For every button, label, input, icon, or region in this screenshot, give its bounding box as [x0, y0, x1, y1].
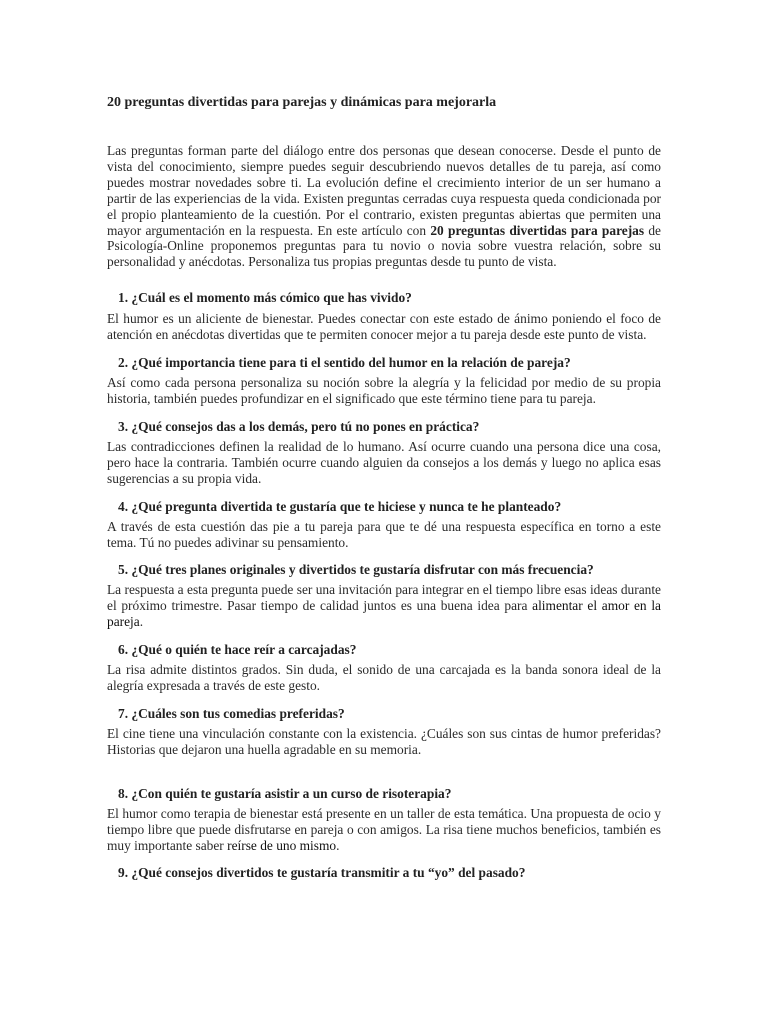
answer-paragraph: [107, 726, 661, 758]
question-text: ¿Qué consejos das a los demás, pero tú no pones en práctica?: [131, 418, 480, 434]
answer-text-after: .: [336, 837, 340, 853]
question-number: 3.: [118, 418, 129, 434]
answer-paragraph: [107, 806, 661, 854]
question-list: [107, 290, 661, 881]
answer-text: La respuesta a esta pregunta puede ser una invitación para integrar en el tiempo libre esas ideas durante el próximo trimestre. Pasar tiempo de calidad juntos es una buena idea para: [107, 582, 661, 614]
question-heading: [107, 706, 661, 722]
question-number: 6.: [118, 642, 129, 658]
question-number: 9.: [118, 865, 129, 881]
intro-bold-phrase: 20 preguntas divertidas para parejas: [430, 222, 645, 238]
question-heading: [107, 419, 661, 435]
answer-paragraph: [107, 662, 661, 694]
answer-text: El humor es un aliciente de bienestar. Puedes conectar con este estado de ánimo poniendo el foco de atención en anécdotas divertidas que te permiten conocer mejor a tu pareja desde este punto de vista.: [107, 311, 661, 343]
question-text: ¿Cuál es el momento más cómico que has vivido?: [131, 290, 412, 306]
intro-text-before: Las preguntas forman parte del diálogo entre dos personas que desean conocerse. Desde el punto de vista del conocimiento, siempre puedes seguir descubriendo nuevos detalles de tu pareja, así como puedes mostrar novedades sobre ti. La evolución define el crecimiento interior de un ser humano a partir de las experiencias de la vida. Existen preguntas cerradas cuya respuesta queda condicionada por el propio planteamiento de la cuestión. Por el contrario, existen preguntas abiertas que permiten una mayor argumentación en la respuesta. En este artículo con: [107, 143, 661, 238]
question-text: ¿Qué importancia tiene para ti el sentido del humor en la relación de pareja?: [131, 355, 571, 371]
question-number: 5.: [118, 562, 129, 578]
question-heading: [107, 355, 661, 371]
answer-text: Las contradicciones definen la realidad de lo humano. Así ocurre cuando una persona dice una cosa, pero hace la contraria. También ocurre cuando alguien da consejos a los demás y luego no aplica esas sugerencias a su propia vida.: [107, 438, 661, 486]
question-heading: [107, 642, 661, 658]
answer-text: A través de esta cuestión das pie a tu pareja para que te dé una respuesta específica en torno a este tema. Tú no puedes adivinar su pensamiento.: [107, 518, 661, 550]
answer-text: El cine tiene una vinculación constante con la existencia. ¿Cuáles son sus cintas de humor preferidas? Historias que dejaron una huella agradable en su memoria.: [107, 725, 661, 757]
question-heading: [107, 290, 661, 306]
answer-paragraph: [107, 582, 661, 630]
answer-text: Así como cada persona personaliza su noción sobre la alegría y la felicidad por medio de su propia historia, también puedes profundizar en el significado que este término tiene para tu pareja.: [107, 375, 661, 406]
question-heading: [107, 499, 661, 515]
question-text: ¿Qué o quién te hace reír a carcajadas?: [131, 642, 357, 658]
answer-text: La risa admite distintos grados. Sin duda, el sonido de una carcajada es la banda sonora ideal de la alegría expresada a través de este gesto.: [107, 662, 661, 694]
answer-link[interactable]: reírse de uno mismo: [227, 837, 337, 853]
question-heading: [107, 786, 661, 802]
answer-text: El humor como terapia de bienestar está presente en un taller de esta temática. Una propuesta de ocio y tiempo libre que puede disfrutarse en pareja o con amigos. La risa tiene muchos beneficios, también es muy importante saber: [107, 805, 661, 853]
answer-paragraph: [107, 311, 661, 343]
question-heading: [107, 865, 661, 881]
answer-link[interactable]: alimentar el amor en la pareja: [107, 598, 661, 630]
question-text: ¿Qué tres planes originales y divertidos te gustaría disfrutar con más frecuencia?: [131, 562, 594, 578]
question-text: ¿Cuáles son tus comedias preferidas?: [131, 705, 345, 721]
document-title: 20 preguntas divertidas para parejas y dinámicas para mejorarla: [107, 95, 497, 110]
answer-paragraph: [107, 439, 661, 487]
question-heading: [107, 562, 661, 578]
question-number: 8.: [118, 785, 129, 801]
intro-paragraph: [107, 143, 661, 270]
answer-paragraph: [107, 375, 661, 407]
intro-text-after: de Psicología-Online proponemos preguntas para tu novio o novia sobre vuestra relación, sobre su personalidad y anécdotas. Personaliza tus propias preguntas desde tu punto de vista.: [107, 222, 662, 270]
question-text: ¿Con quién te gustaría asistir a un curso de risoterapia?: [131, 785, 452, 801]
question-number: 4.: [118, 498, 129, 514]
question-text: ¿Qué consejos divertidos te gustaría transmitir a tu “yo” del pasado?: [131, 865, 526, 881]
question-number: 7.: [118, 705, 129, 721]
question-text: ¿Qué pregunta divertida te gustaría que te hiciese y nunca te he planteado?: [131, 498, 562, 514]
question-number: 2.: [118, 355, 129, 371]
answer-paragraph: [107, 519, 661, 551]
question-number: 1.: [118, 290, 129, 306]
answer-text-after: .: [139, 614, 144, 630]
